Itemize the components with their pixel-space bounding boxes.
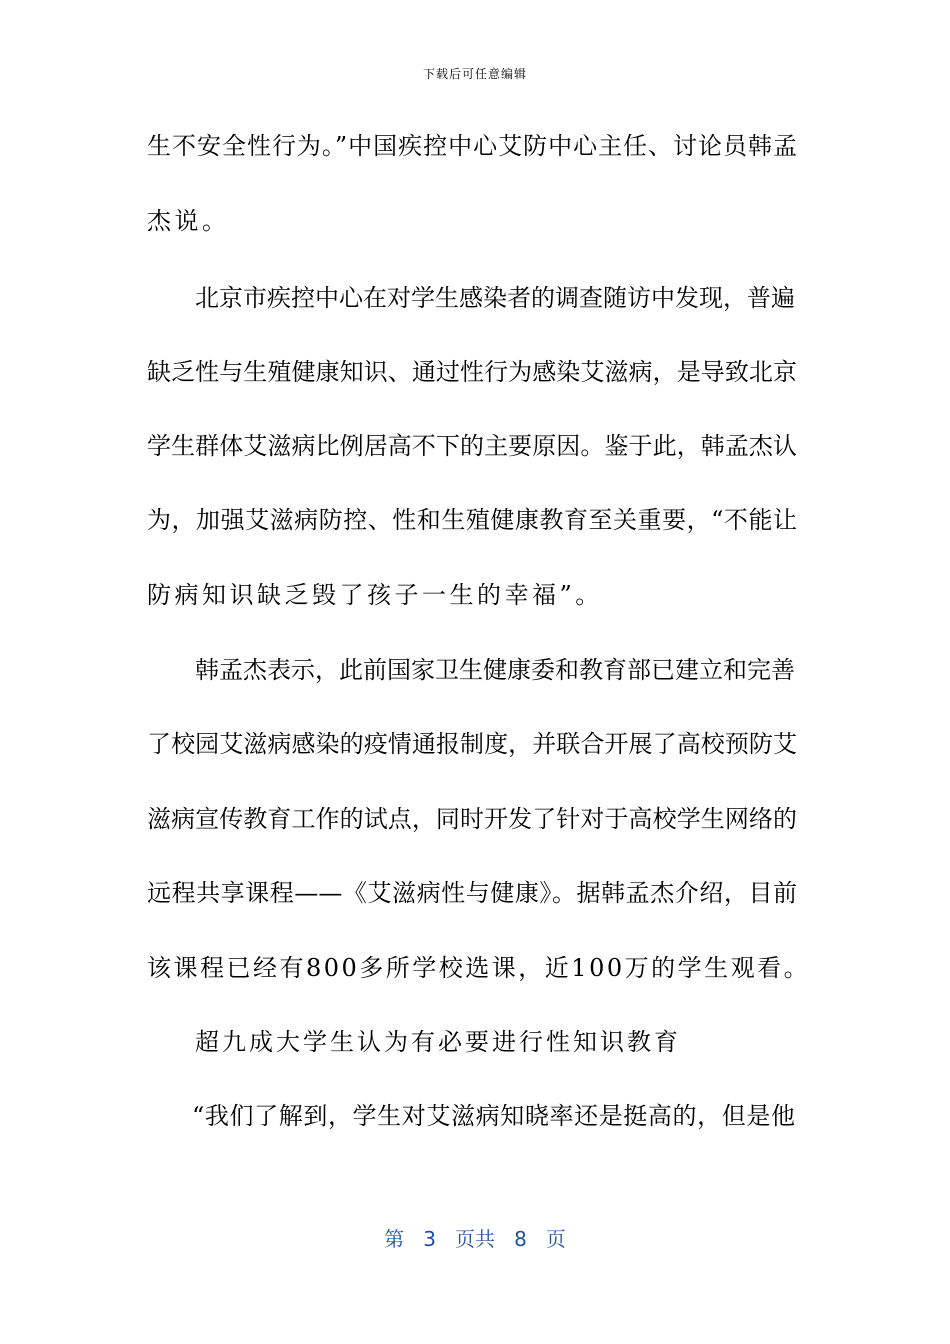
text-line: 防病知识缺乏毁了孩子一生的幸福”。 [147, 581, 603, 609]
text-line: 远程共享课程——《艾滋病性与健康》。据韩孟杰介绍，目前 [147, 879, 797, 907]
footer-total-pages: 8 [514, 1227, 527, 1251]
text-line: 了校园艾滋病感染的疫情通报制度，并联合开展了高校预防艾 [147, 730, 797, 758]
text-line: 北京市疾控中心在对学生感染者的调查随访中发现，普遍 [195, 284, 795, 312]
text-line: 缺乏性与生殖健康知识、通过性行为感染艾滋病，是导致北京 [147, 358, 797, 386]
footer-suffix: 页 [545, 1227, 566, 1251]
text-line: 学生群体艾滋病比例居高不下的主要原因。鉴于此，韩孟杰认 [147, 432, 797, 460]
footer-prefix: 第 [384, 1227, 405, 1251]
footer-current-page: 3 [423, 1227, 436, 1251]
text-line: “我们了解到，学生对艾滋病知晓率还是挺高的，但是他 [192, 1102, 795, 1130]
section-heading: 超九成大学生认为有必要进行性知识教育 [195, 1028, 681, 1056]
text-line: 韩孟杰表示，此前国家卫生健康委和教育部已建立和完善 [195, 656, 795, 684]
text-line: 杰说。 [147, 207, 230, 235]
text-line: 该课程已经有800多所学校选课，近100万的学生观看。 [147, 954, 811, 982]
page-header: 下载后可任意编辑 [422, 67, 527, 81]
text-line: 滋病宣传教育工作的试点，同时开发了针对于高校学生网络的 [147, 805, 797, 833]
footer-middle: 页共 [455, 1227, 495, 1251]
page-footer [0, 1226, 950, 1252]
text-line: 为，加强艾滋病防控、性和生殖健康教育至关重要，“不能让 [147, 506, 797, 534]
text-line: 生不安全性行为。”中国疾控中心艾防中心主任、讨论员韩孟 [147, 132, 797, 160]
